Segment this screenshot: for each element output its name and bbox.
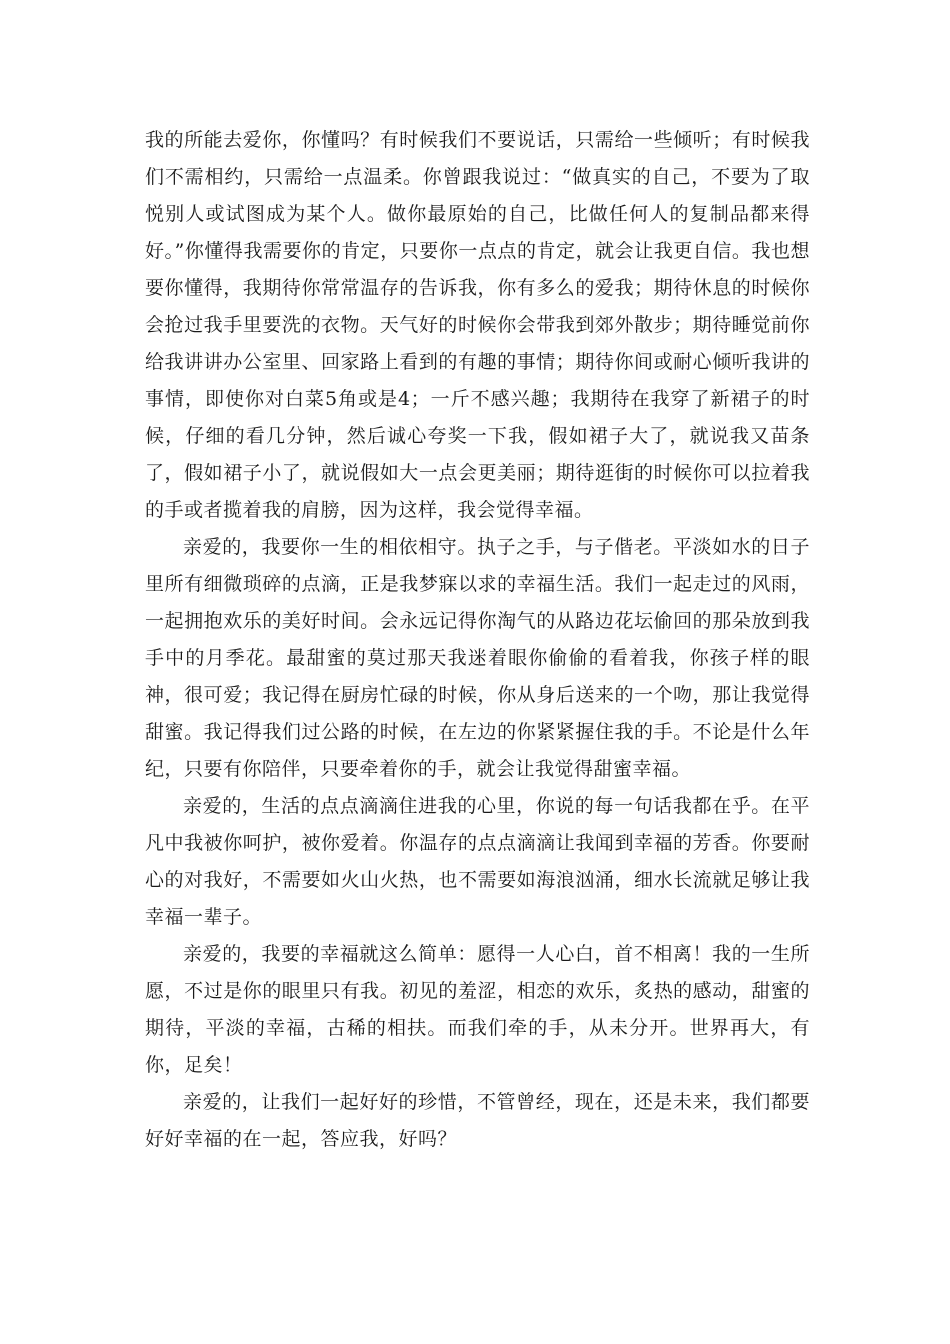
document-body xyxy=(145,122,810,1158)
paragraph-3: 亲爱的，生活的点点滴滴住进我的心里，你说的每一句话我都在乎。在平凡中我被你呵护，被你爱着。你温存的点点滴滴让我闻到幸福的芳香。你要耐心的对我好，不需要如火山火热，也不需要如海浪汹涌，细水长流就足够让我幸福一辈子。 xyxy=(145,795,810,928)
paragraph-5: 亲爱的，让我们一起好好的珍惜，不管曾经，现在，还是未来，我们都要好好幸福的在一起，答应我，好吗？ xyxy=(145,1091,810,1150)
paragraph-1: 我的所能去爱你，你懂吗？有时候我们不要说话，只需给一些倾听；有时候我们不需相约，只需给一点温柔。你曾跟我说过：“做真实的自己，不要为了取悦别人或试图成为某个人。做你最原始的自己，比做任何人的复制品都来得好。”你懂得我需要你的肯定，只要你一点点的肯定，就会让我更自信。我也想要你懂得，我期待你常常温存的告诉我，你有多么的爱我；期待休息的时候你会抢过我手里要洗的衣物。天气好的时候你会带我到郊外散步；期待睡觉前你给我讲讲办公室里、回家路上看到的有趣的事情；期待你间或耐心倾听我讲的事情，即使你对白菜5角或是4；一斤不感兴趣；我期待在我穿了新裙子的时候，仔细的看几分钟，然后诚心夸奖一下我，假如裙子大了，就说我又苗条了，假如裙子小了，就说假如大一点会更美丽；期待逛街的时候你可以拉着我的手或者揽着我的肩膀，因为这样，我会觉得幸福。 xyxy=(145,129,810,521)
paragraph-4: 亲爱的，我要的幸福就这么简单：愿得一人心白，首不相离！我的一生所愿，不过是你的眼里只有我。初见的羞涩，相恋的欢乐，炙热的感动，甜蜜的期待，平淡的幸福，古稀的相扶。而我们牵的手，从未分开。世界再大，有你，足矣！ xyxy=(145,943,810,1076)
paragraph-2: 亲爱的，我要你一生的相依相守。执子之手，与子偕老。平淡如水的日子里所有细微琐碎的点滴，正是我梦寐以求的幸福生活。我们一起走过的风雨，一起拥抱欢乐的美好时间。会永远记得你淘气的从路边花坛偷回的那朵放到我手中的月季花。最甜蜜的莫过那天我迷着眼你偷偷的看着我，你孩子样的眼神，很可爱；我记得在厨房忙碌的时候，你从身后送来的一个吻，那让我觉得甜蜜。我记得我们过公路的时候，在左边的你紧紧握住我的手。不论是什么年纪，只要有你陪伴，只要牵着你的手，就会让我觉得甜蜜幸福。 xyxy=(145,536,810,780)
